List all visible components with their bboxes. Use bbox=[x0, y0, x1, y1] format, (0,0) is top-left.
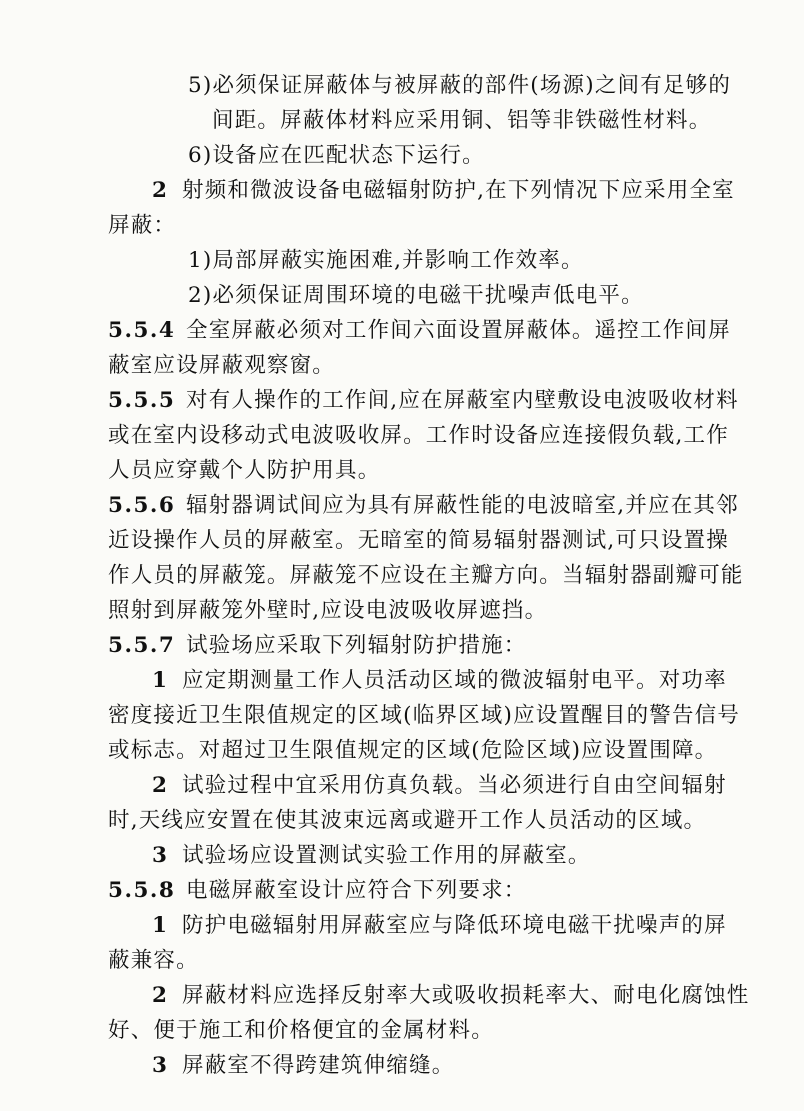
section-556-line-3: 作人员的屏蔽笼。屏蔽笼不应设在主瓣方向。当辐射器副瓣可能 bbox=[108, 563, 744, 588]
item-5-line-2: 间距。屏蔽体材料应采用铜、铝等非铁磁性材料。 bbox=[212, 108, 712, 133]
clause-number: 1 bbox=[152, 913, 169, 938]
section-556-line-2: 近设操作人员的屏蔽室。无暗室的简易辐射器测试,可只设置操 bbox=[108, 528, 729, 553]
section-number: 5.5.5 bbox=[108, 388, 176, 413]
section-557-clause-3: 3 试验场应设置测试实验工作用的屏蔽室。 bbox=[152, 840, 591, 872]
section-557-clause-2-line-1: 2 试验过程中宜采用仿真负载。当必须进行自由空间辐射 bbox=[152, 770, 727, 802]
clause-number: 3 bbox=[152, 843, 169, 868]
section-number: 5.5.4 bbox=[108, 318, 176, 343]
section-557-clause-1-line-1: 1 应定期测量工作人员活动区域的微波辐射电平。对功率 bbox=[152, 665, 727, 697]
section-number: 5.5.8 bbox=[108, 878, 176, 903]
section-number: 5.5.7 bbox=[108, 633, 176, 658]
clause-number: 3 bbox=[152, 1053, 169, 1078]
section-555-line-1: 5.5.5 对有人操作的工作间,应在屏蔽室内壁敷设电波吸收材料 bbox=[108, 385, 739, 417]
section-555-line-2: 或在室内设移动式电波吸收屏。工作时设备应连接假负载,工作 bbox=[108, 423, 729, 448]
clause-number: 2 bbox=[152, 773, 169, 798]
clause-number: 2 bbox=[152, 178, 169, 203]
section-554-line-2: 蔽室应设屏蔽观察窗。 bbox=[108, 353, 336, 378]
section-557-clause-1-line-2: 密度接近卫生限值规定的区域(临界区域)应设置醒目的警告信号 bbox=[108, 703, 741, 728]
section-556-line-4: 照射到屏蔽笼外壁时,应设电波吸收屏遮挡。 bbox=[108, 598, 548, 623]
clause-2-line-1: 2 射频和微波设备电磁辐射防护,在下列情况下应采用全室 bbox=[152, 175, 735, 207]
section-555-line-3: 人员应穿戴个人防护用具。 bbox=[108, 458, 381, 483]
section-number: 5.5.6 bbox=[108, 493, 176, 518]
section-558-clause-1-line-2: 蔽兼容。 bbox=[108, 948, 199, 973]
section-558-clause-2-line-1: 2 屏蔽材料应选择反射率大或吸收损耗率大、耐电化腐蚀性 bbox=[152, 980, 750, 1012]
section-556-line-1: 5.5.6 辐射器调试间应为具有屏蔽性能的电波暗室,并应在其邻 bbox=[108, 490, 739, 522]
clause-number: 1 bbox=[152, 668, 169, 693]
section-558-clause-1-line-1: 1 防护电磁辐射用屏蔽室应与降低环境电磁干扰噪声的屏 bbox=[152, 910, 727, 942]
section-557-clause-1-line-3: 或标志。对超过卫生限值规定的区域(危险区域)应设置围障。 bbox=[108, 738, 718, 763]
clause-number: 2 bbox=[152, 983, 169, 1008]
section-554-line-1: 5.5.4 全室屏蔽必须对工作间六面设置屏蔽体。遥控工作间屏 bbox=[108, 315, 731, 347]
section-557-line-1: 5.5.7 试验场应采取下列辐射防护措施： bbox=[108, 630, 527, 662]
section-558-clause-2-line-2: 好、便于施工和价格便宜的金属材料。 bbox=[108, 1018, 494, 1043]
clause-2-item-2: 2)必须保证周围环境的电磁干扰噪声低电平。 bbox=[188, 283, 644, 308]
clause-2-line-2: 屏蔽： bbox=[108, 213, 177, 238]
section-558-line-1: 5.5.8 电磁屏蔽室设计应符合下列要求： bbox=[108, 875, 527, 907]
clause-2-item-1: 1)局部屏蔽实施困难,并影响工作效率。 bbox=[188, 248, 584, 273]
item-6-line: 6)设备应在匹配状态下运行。 bbox=[188, 143, 485, 168]
section-558-clause-3: 3 屏蔽室不得跨建筑伸缩缝。 bbox=[152, 1050, 454, 1082]
item-5-line-1: 5)必须保证屏蔽体与被屏蔽的部件(场源)之间有足够的 bbox=[188, 73, 732, 98]
section-557-clause-2-line-2: 时,天线应安置在使其波束远离或避开工作人员活动的区域。 bbox=[108, 808, 707, 833]
